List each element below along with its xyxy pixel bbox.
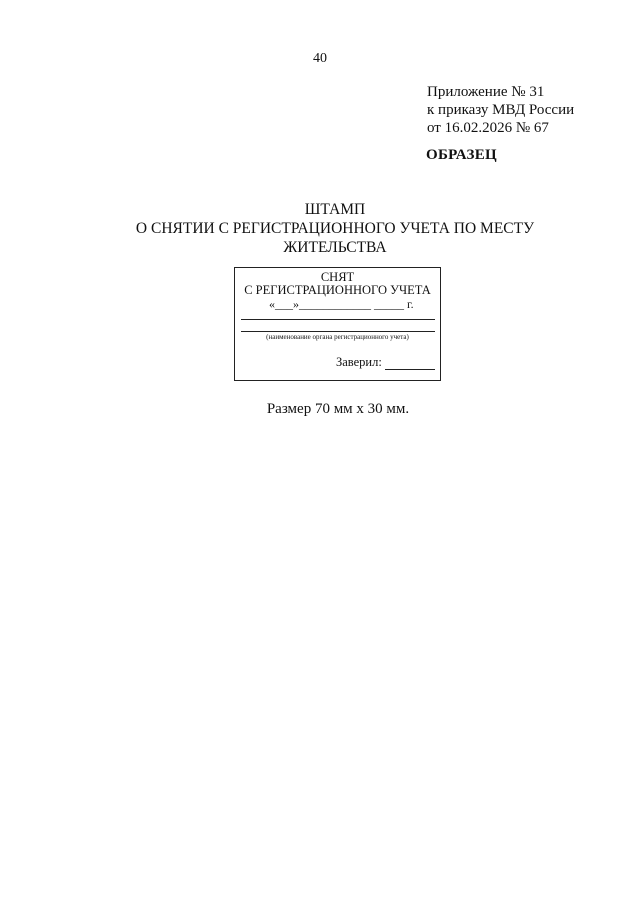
appendix-line-1: Приложение № 31: [427, 84, 545, 100]
stamp-blank-line-1: [241, 319, 435, 320]
heading-line-1: ШТАМП: [304, 201, 366, 218]
stamp-sample-box: [234, 267, 441, 381]
stamp-signed-label: Заверил:: [336, 355, 382, 369]
appendix-reference: [427, 83, 574, 137]
heading-line-3: ЖИТЕЛЬСТВА: [283, 239, 387, 256]
stamp-blank-line-2: [241, 331, 435, 332]
stamp-date-template: «___»____________ _____ г.: [269, 297, 414, 311]
stamp-title-1: СНЯТ: [320, 270, 355, 284]
stamp-signature-line: [385, 369, 435, 370]
heading-line-2: О СНЯТИИ С РЕГИСТРАЦИОННОГО УЧЕТА ПО МЕСТУ: [135, 220, 535, 237]
stamp-caption: (наименование органа регистрационного учета): [266, 333, 409, 341]
appendix-line-3: от 16.02.2026 № 67: [427, 120, 549, 136]
page-number: 40: [313, 51, 327, 66]
sample-label: ОБРАЗЕЦ: [426, 147, 497, 163]
size-note: Размер 70 мм х 30 мм.: [266, 401, 410, 417]
document-heading: [100, 200, 570, 257]
appendix-line-2: к приказу МВД России: [427, 102, 575, 118]
stamp-title-2: С РЕГИСТРАЦИОННОГО УЧЕТА: [244, 283, 431, 297]
